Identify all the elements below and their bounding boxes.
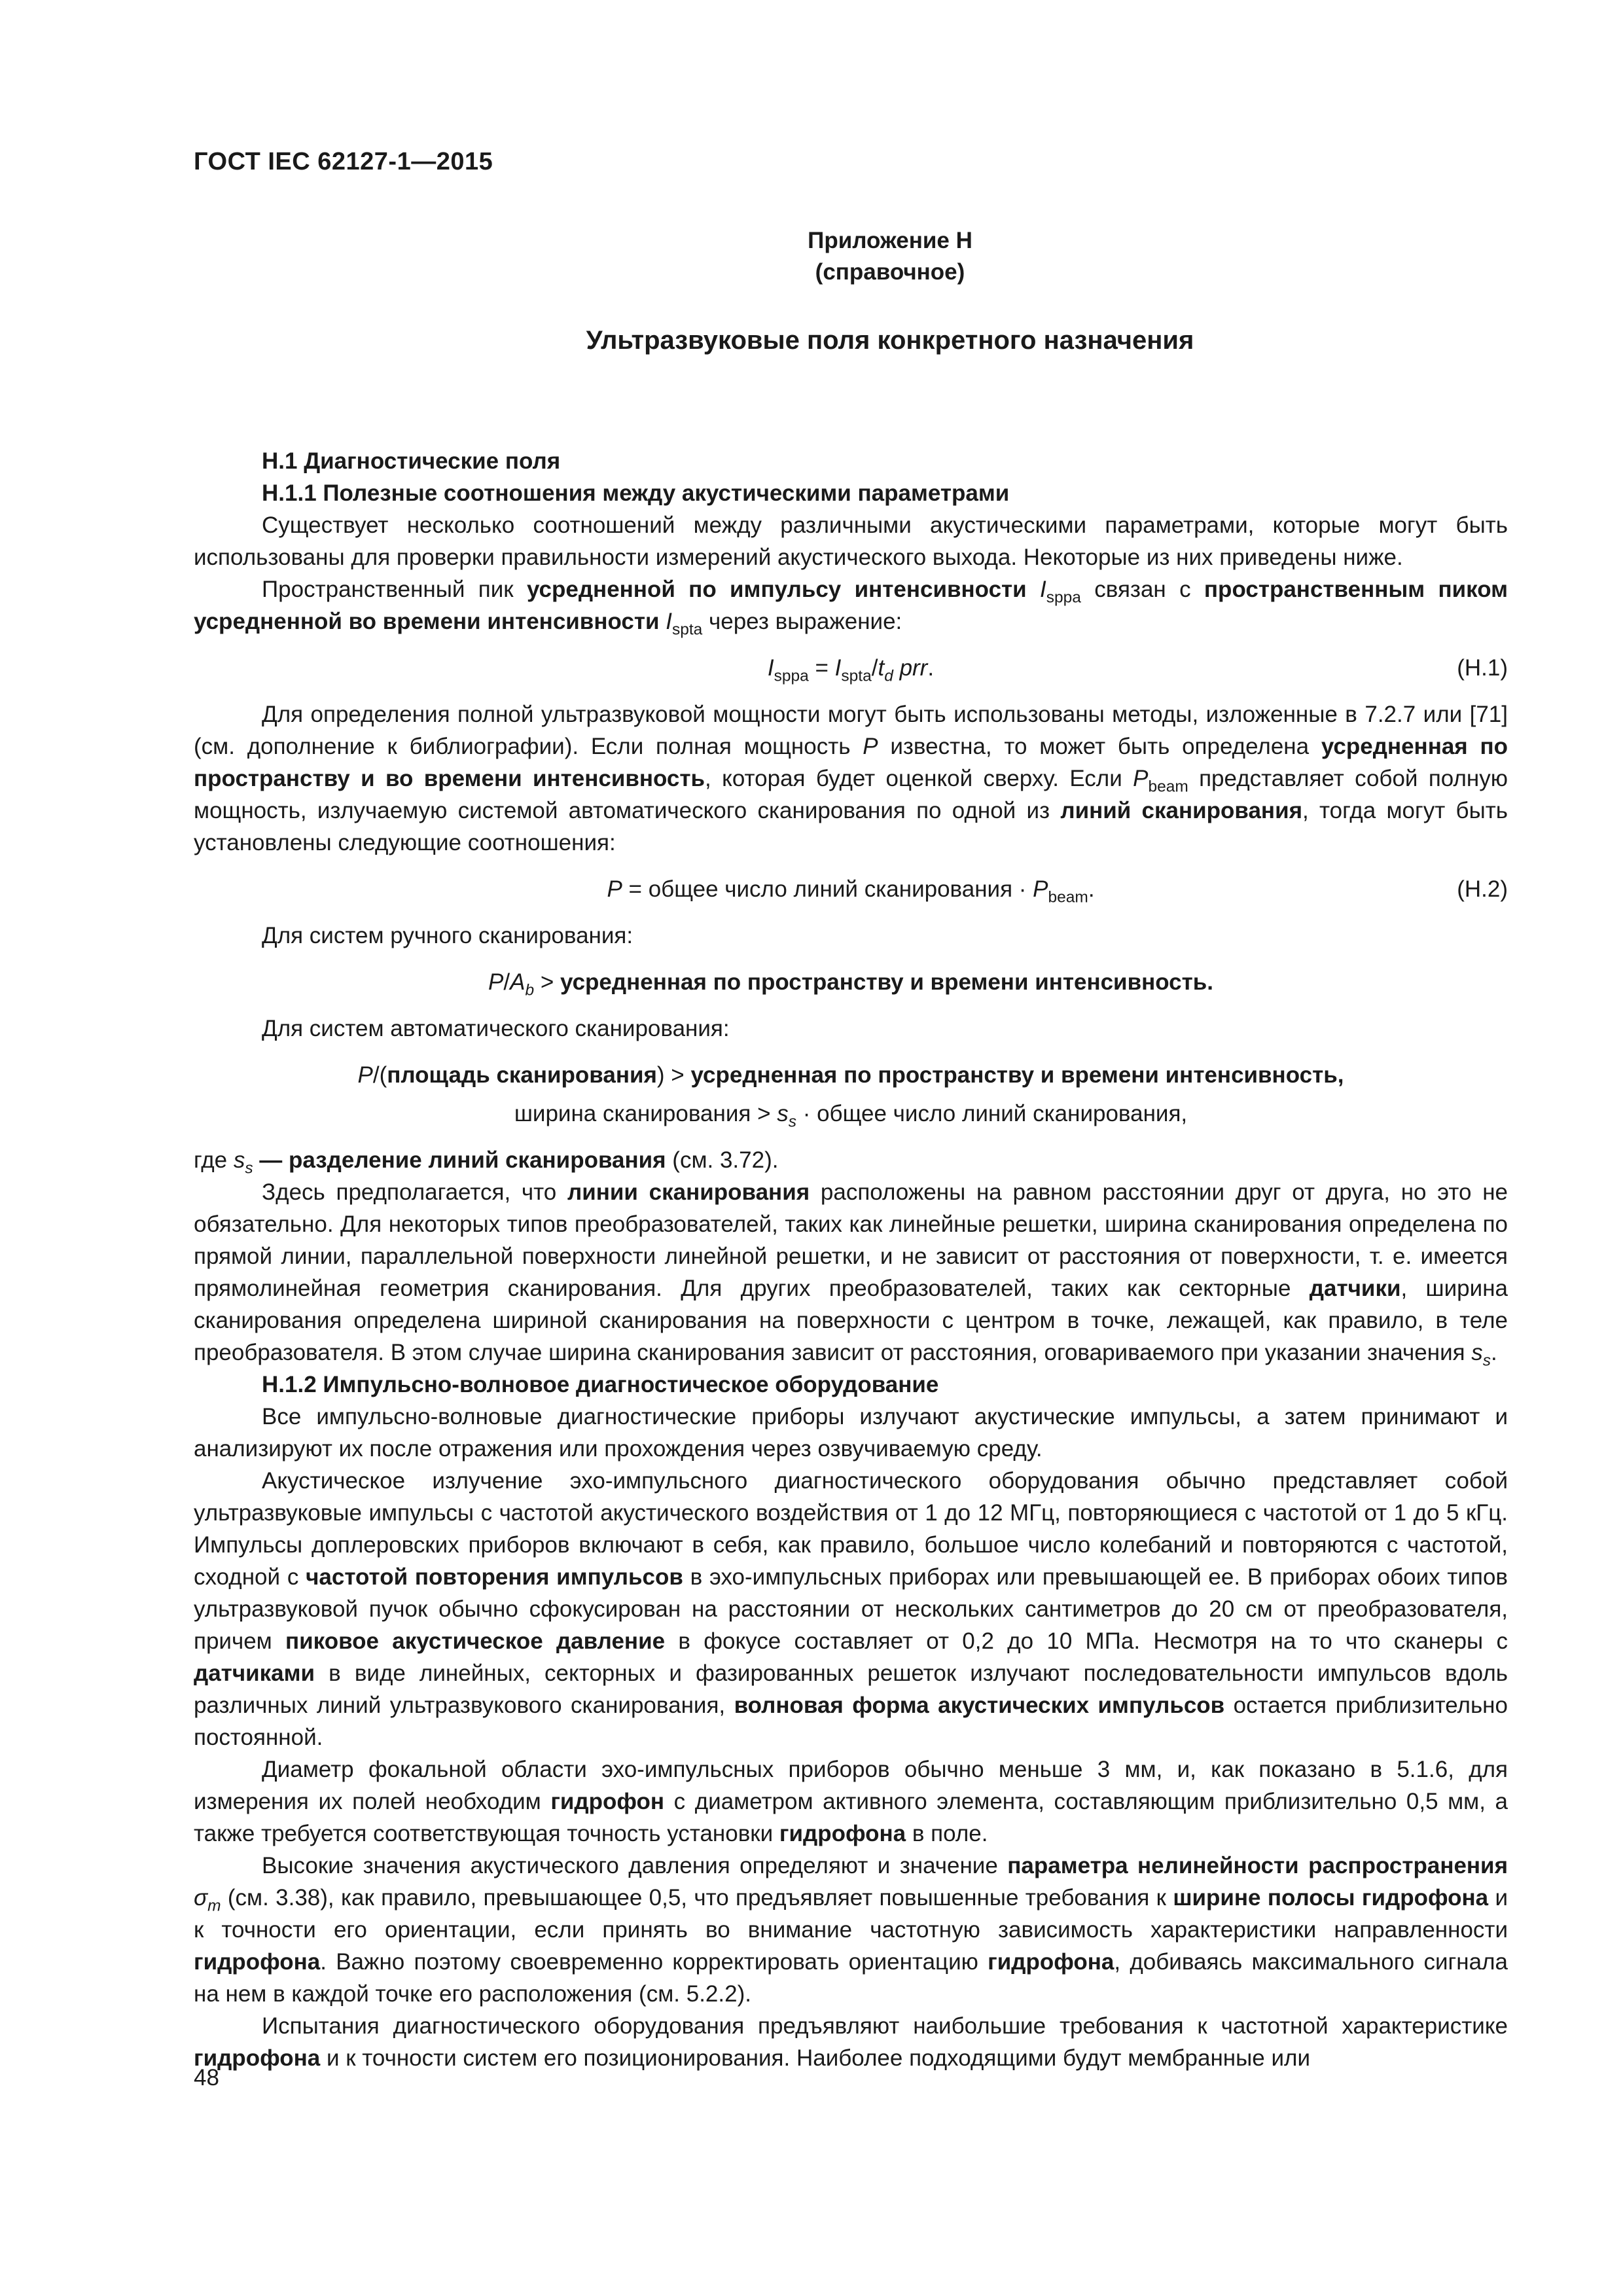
equation-manual: $P/A_b$ > усредненная по пространству и времени интенсивность. [488,969,1213,999]
paragraph: Акустическое излучение эхо-импульсного диагностического оборудования обычно представляет собой ультразвуковые импульсы с частотой акустического воздействия от 1 до 12 МГц, повторяющиеся с частотой от 1 до 5 кГц. Импульсы доплеровских приборов включают в себя, как правило, большое число колебаний и повторяются с частотой, сходной с частотой повторения импульсов в эхо-импульсных приборах или превышающей ее. В приборах обоих типов ультразвуковой пучок обычно сфокусирован на расстоянии от нескольких сантиметров до 20 см от преобразователя, причем пиковое акустическое давление в фокусе составляет от 0,2 до 10 МПа. Несмотря на то что сканеры с датчиками в виде линейных, секторных и фазированных решеток излучают последовательности импульсов вдоль различных линий ультразвукового сканирования, волновая форма акустических импульсов остается приблизительно постоянной. [194,1468,1508,1750]
equation-auto: P/(площадь сканирования) > усредненная по пространству и времени интенсивность, [357,1062,1344,1088]
paragraph: Испытания диагностического оборудования предъявляют наибольшие требования к частотной характеристике гидрофона и к точности систем его позиционирования. Наиболее подходящими будут мембранные или [194,2013,1508,2071]
equation-number: (Н.2) [1457,876,1508,902]
section-heading-h11: Н.1.1 Полезные соотношения между акустическими параметрами [262,480,1010,506]
paragraph: Пространственный пик усредненной по импульсу интенсивности $I_{sppa}$ связан с пространственным пиком усредненной во времени интенсивности $I_{spta}$ через выражение: [194,577,1508,639]
manual-scanning-label: Для систем ручного сканирования: [262,923,633,948]
equation-scan-width: ширина сканирования > $s_s$ · общее число линий сканирования, [514,1101,1188,1131]
paragraph: Диаметр фокальной области эхо-импульсных приборов обычно меньше 3 мм, и, как показано в 5.1.6, для измерения их полей необходим гидрофон с диаметром активного элемента, составляющим приблизительно 0,5 мм, а также требуется соответствующая точность установки гидрофона в поле. [194,1757,1508,1846]
section-heading-h1: Н.1 Диагностические поля [262,448,561,474]
paragraph: Здесь предполагается, что линии сканирования расположены на равном расстоянии друг от друга, но это не обязательно. Для некоторых типов преобразователей, таких как линейные решетки, ширина сканирования определена по прямой линии, параллельной поверхности линейной решетки, и не зависит от расстояния от поверхности, т. е. имеется прямолинейная геометрия сканирования. Для других преобразователей, таких как секторные датчики, ширина сканирования определена шириной сканирования на поверхности с центром в точке, лежащей, как правило, в теле преобразователя. В этом случае ширина сканирования зависит от расстояния, оговариваемого при указании значения $s_s$. [194,1179,1508,1370]
paragraph: Для определения полной ультразвуковой мощности могут быть использованы методы, изложенные в 7.2.7 или [71] (см. дополнение к библиографии). Если полная мощность P известна, то может быть определена усредненная по пространству и во времени интенсивность, которая будет оценкой сверху. Если $P_{beam}$ представляет собой полную мощность, излучаемую системой автоматического сканирования по одной из линий сканирования, тогда могут быть установлены следующие соотношения: [194,702,1508,855]
paragraph: Существует несколько соотношений между различными акустическими параметрами, которые могут быть использованы для проверки правильности измерений акустического выхода. Некоторые из них приведены ниже. [194,512,1508,570]
appendix-note: (справочное) [815,259,965,285]
paragraph: Все импульсно-волновые диагностические приборы излучают акустические импульсы, а затем принимают и анализируют их после отражения или прохождения через озвучиваемую среду. [194,1404,1508,1462]
auto-scanning-label: Для систем автоматического сканирования: [262,1016,730,1041]
page-number: 48 [194,2065,219,2090]
page-title: Ультразвуковые поля конкретного назначения [586,326,1194,355]
paragraph-where: где $s_s$ — разделение линий сканирования (см. 3.72). [194,1147,779,1177]
equation-h2: P = общее число линий сканирования · $P_{beam}$. (Н.2) [194,873,1508,905]
section-heading-h12: Н.1.2 Импульсно-волновое диагностическое оборудование [262,1372,939,1397]
paragraph: Высокие значения акустического давления определяют и значение параметра нелинейности распространения $\sigma_m$ (см. 3.38), как правило, превышающее 0,5, что предъявляет повышенные требования к ширине полосы гидрофона и к точности его ориентации, если принять во внимание частотную зависимость характеристики направленности гидрофона. Важно поэтому своевременно корректировать ориентацию гидрофона, добиваясь максимального сигнала на нем в каждой точке его расположения (см. 5.2.2). [194,1853,1508,2007]
document-header: ГОСТ IEC 62127-1—2015 [194,148,493,175]
appendix-label: Приложение Н [808,228,972,253]
equation-h1: $I_{sppa} = I_{spta}/t_d$ prr. (Н.1) [194,652,1508,684]
equation-number: (Н.1) [1457,655,1508,681]
document-body [194,445,1508,2074]
